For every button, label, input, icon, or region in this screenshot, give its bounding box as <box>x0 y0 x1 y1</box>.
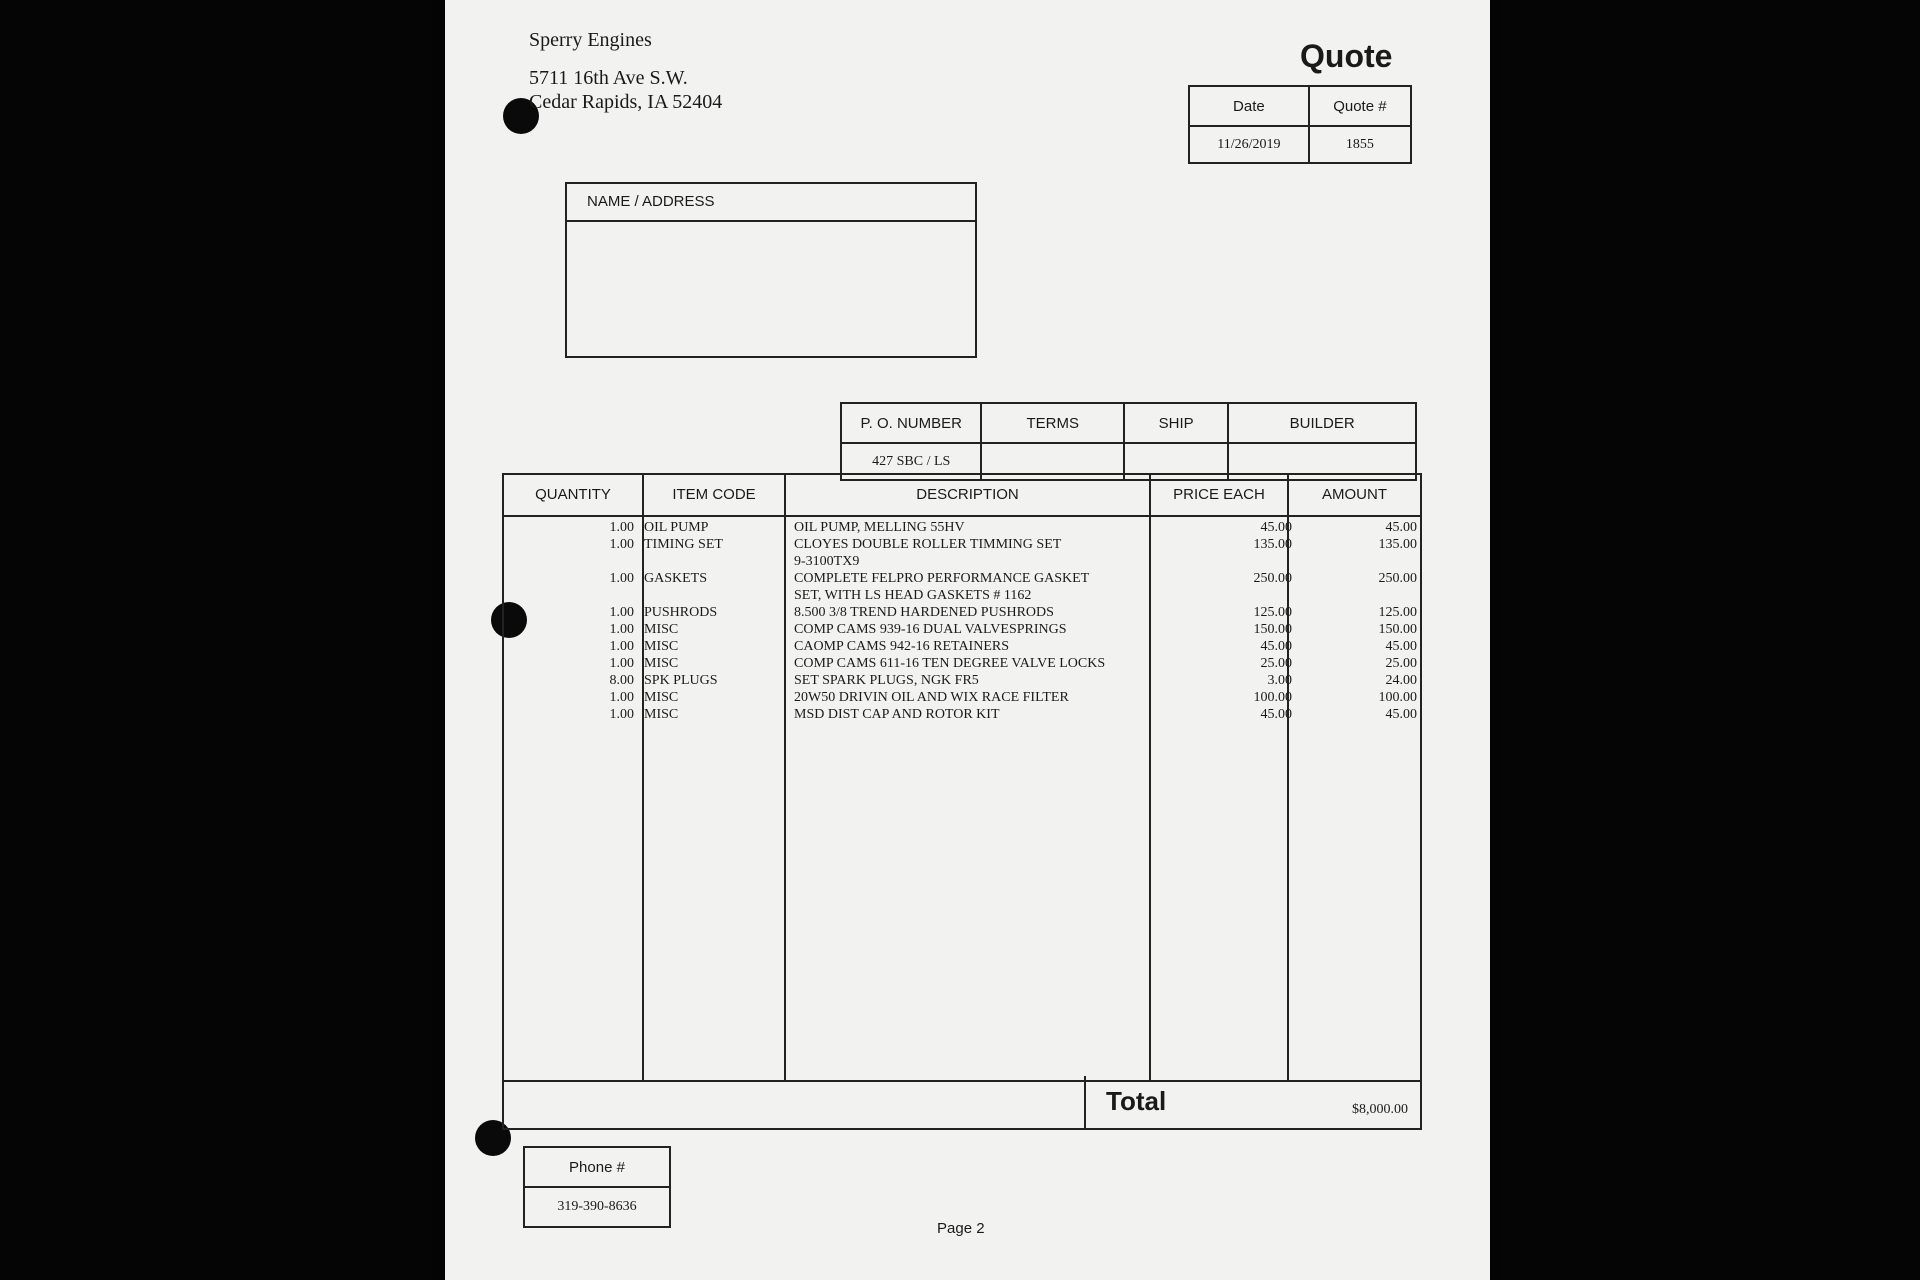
description-cell <box>794 604 1154 621</box>
quantity-cell: 1.00 <box>609 571 634 586</box>
description-line: SET SPARK PLUGS, NGK FR5 <box>794 673 979 688</box>
phone-label: Phone # <box>524 1147 670 1187</box>
quote-meta-table <box>1188 85 1412 164</box>
table-row <box>504 570 1420 604</box>
description-line: OIL PUMP, MELLING 55HV <box>794 520 965 535</box>
phone-table <box>523 1146 671 1228</box>
item-code-cell: MISC <box>644 656 679 671</box>
amount-cell: 125.00 <box>1378 605 1417 620</box>
table-row <box>504 519 1420 536</box>
description-line: COMP CAMS 611-16 TEN DEGREE VALVE LOCKS <box>794 656 1106 671</box>
po-number-value: 427 SBC / LS <box>841 443 981 480</box>
description-cell <box>794 570 1154 604</box>
company-block <box>529 26 722 114</box>
description-line: CLOYES DOUBLE ROLLER TIMMING SET <box>794 537 1062 552</box>
line-items-table <box>502 473 1422 1082</box>
quantity-cell: 1.00 <box>609 622 634 637</box>
item-code-cell: MISC <box>644 622 679 637</box>
po-table <box>840 402 1417 481</box>
item-code-cell: PUSHRODS <box>644 605 718 620</box>
price-each-cell: 45.00 <box>1260 520 1292 535</box>
table-row <box>504 536 1420 570</box>
table-row <box>504 604 1420 621</box>
ship-header: SHIP <box>1124 403 1228 443</box>
date-value: 11/26/2019 <box>1189 126 1309 163</box>
description-line: 9-3100TX9 <box>794 554 860 569</box>
price-each-cell: 150.00 <box>1253 622 1292 637</box>
price-each-cell: 100.00 <box>1253 690 1292 705</box>
total-value: $8,000.00 <box>1352 1102 1408 1117</box>
item-code-cell: MISC <box>644 707 679 722</box>
table-row <box>504 655 1420 672</box>
description-line: COMP CAMS 939-16 DUAL VALVESPRINGS <box>794 622 1067 637</box>
description-line: SET, WITH LS HEAD GASKETS # 1162 <box>794 588 1032 603</box>
description-line: 8.500 3/8 TREND HARDENED PUSHRODS <box>794 605 1054 620</box>
price-each-cell: 25.00 <box>1260 656 1292 671</box>
description-cell <box>794 536 1154 570</box>
quantity-cell: 1.00 <box>609 605 634 620</box>
page-number: Page 2 <box>937 1220 985 1237</box>
line-items-body <box>504 519 1420 723</box>
name-address-box <box>565 182 977 358</box>
item-code-header: ITEM CODE <box>672 486 756 503</box>
amount-cell: 150.00 <box>1378 622 1417 637</box>
amount-cell: 45.00 <box>1385 639 1417 654</box>
quantity-cell: 1.00 <box>609 537 634 552</box>
description-cell <box>794 638 1154 655</box>
description-line: CAOMP CAMS 942-16 RETAINERS <box>794 639 1009 654</box>
price-each-cell: 45.00 <box>1260 707 1292 722</box>
price-each-cell: 135.00 <box>1253 537 1292 552</box>
description-cell <box>794 672 1154 689</box>
item-code-cell: MISC <box>644 639 679 654</box>
quote-number-value: 1855 <box>1309 126 1411 163</box>
amount-cell: 45.00 <box>1385 707 1417 722</box>
builder-header: BUILDER <box>1228 403 1416 443</box>
price-each-cell: 45.00 <box>1260 639 1292 654</box>
table-row <box>504 672 1420 689</box>
quantity-header: QUANTITY <box>535 486 611 503</box>
company-address-line2: Cedar Rapids, IA 52404 <box>529 91 723 113</box>
line-items-header <box>504 475 1420 517</box>
item-code-cell: GASKETS <box>644 571 708 586</box>
description-cell <box>794 706 1154 723</box>
quantity-cell: 8.00 <box>609 673 634 688</box>
description-line: COMPLETE FELPRO PERFORMANCE GASKET <box>794 571 1090 586</box>
name-address-label: NAME / ADDRESS <box>567 184 975 222</box>
quantity-cell: 1.00 <box>609 656 634 671</box>
description-cell <box>794 689 1154 706</box>
table-row <box>504 638 1420 655</box>
table-row <box>504 706 1420 723</box>
amount-cell: 100.00 <box>1378 690 1417 705</box>
amount-cell: 135.00 <box>1378 537 1417 552</box>
po-number-header: P. O. NUMBER <box>841 403 981 443</box>
quantity-cell: 1.00 <box>609 639 634 654</box>
table-row <box>504 621 1420 638</box>
terms-header: TERMS <box>981 403 1123 443</box>
quote-number-label: Quote # <box>1309 86 1411 126</box>
description-cell <box>794 655 1154 672</box>
amount-header: AMOUNT <box>1322 486 1387 503</box>
document-title: Quote <box>1300 38 1393 74</box>
price-each-cell: 3.00 <box>1267 673 1292 688</box>
price-each-cell: 250.00 <box>1253 571 1292 586</box>
quantity-cell: 1.00 <box>609 690 634 705</box>
total-label: Total <box>1106 1086 1167 1116</box>
table-row <box>504 689 1420 706</box>
price-each-header: PRICE EACH <box>1173 486 1265 503</box>
description-line: MSD DIST CAP AND ROTOR KIT <box>794 707 1000 722</box>
amount-cell: 45.00 <box>1385 520 1417 535</box>
description-header: DESCRIPTION <box>916 486 1019 503</box>
date-label: Date <box>1189 86 1309 126</box>
company-address-line1: 5711 16th Ave S.W. <box>529 67 688 89</box>
quantity-cell: 1.00 <box>609 707 634 722</box>
price-each-cell: 125.00 <box>1253 605 1292 620</box>
quantity-cell: 1.00 <box>609 520 634 535</box>
item-code-cell: MISC <box>644 690 679 705</box>
amount-cell: 25.00 <box>1385 656 1417 671</box>
phone-value: 319-390-8636 <box>524 1187 670 1227</box>
quote-document <box>445 0 1490 1280</box>
total-box <box>502 1076 1422 1130</box>
amount-cell: 250.00 <box>1378 571 1417 586</box>
item-code-cell: SPK PLUGS <box>644 673 718 688</box>
amount-cell: 24.00 <box>1385 673 1417 688</box>
company-name: Sperry Engines <box>529 29 652 51</box>
description-cell <box>794 621 1154 638</box>
description-line: 20W50 DRIVIN OIL AND WIX RACE FILTER <box>794 690 1069 705</box>
description-cell <box>794 519 1154 536</box>
item-code-cell: TIMING SET <box>644 537 723 552</box>
item-code-cell: OIL PUMP <box>644 520 709 535</box>
